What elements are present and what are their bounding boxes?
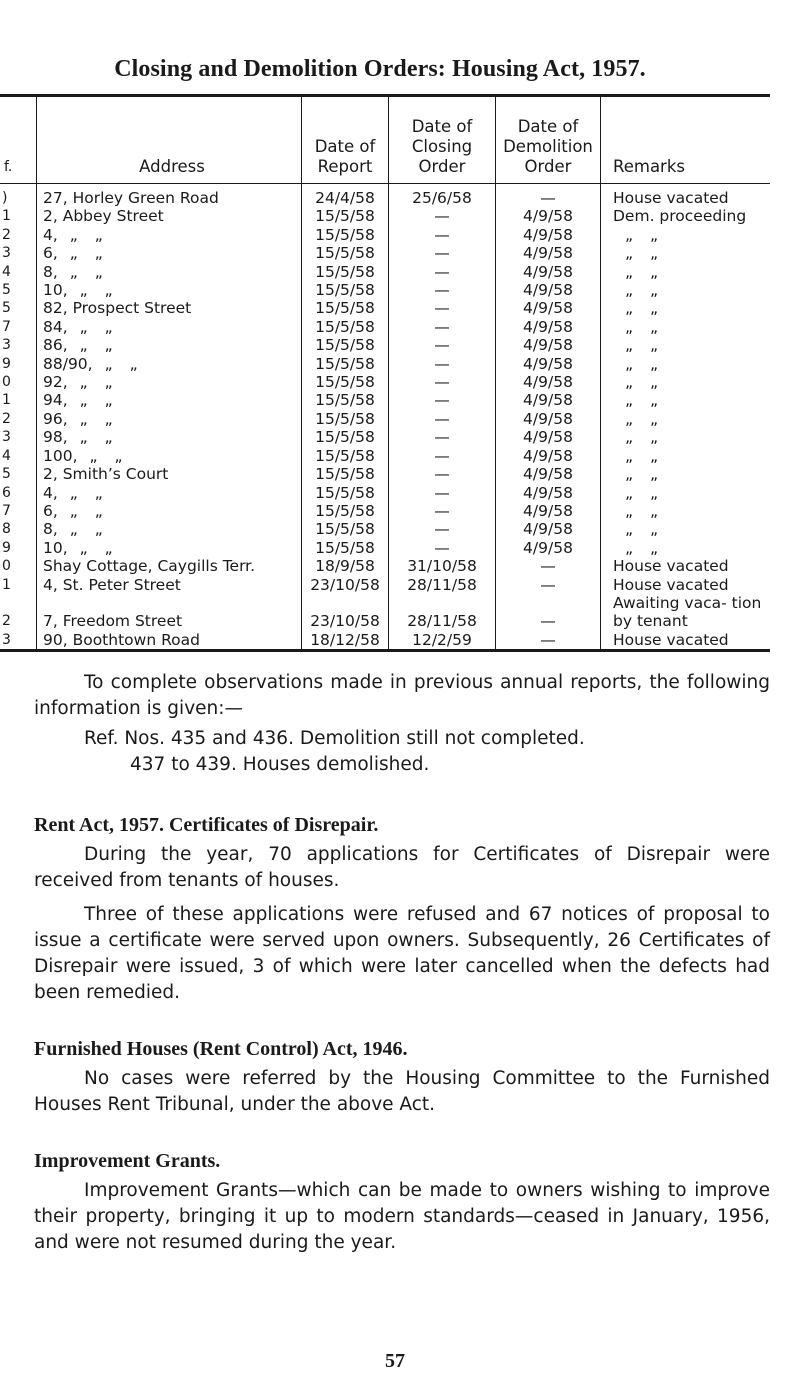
improvement-paragraph: Improvement Grants—which can be made to owners wishing to improve their property, bringing it up to modern standards—ceased in January, 1956, and were not resumed during the year. <box>34 1180 770 1253</box>
remarks-text: House vacated <box>613 575 729 594</box>
row-address <box>37 576 302 594</box>
improvement-heading: Improvement Grants. <box>34 1150 221 1172</box>
table-row <box>0 244 770 262</box>
row-address <box>37 631 302 649</box>
row-ref: 9 <box>2 539 11 556</box>
row-closing-date: 12/2/59 <box>389 631 496 649</box>
row-address <box>37 355 302 373</box>
row-remarks <box>601 465 771 483</box>
table-row <box>0 207 770 225</box>
row-closing-date: — <box>389 244 496 262</box>
remarks-text: „ „ <box>625 409 664 428</box>
ditto-mark: „ „ <box>104 354 144 373</box>
table-row <box>0 428 770 446</box>
address-text: 8, <box>43 520 58 539</box>
remarks-text: House vacated <box>613 189 729 207</box>
row-closing-date: — <box>389 336 496 354</box>
table-row <box>0 299 770 317</box>
row-remarks <box>601 539 771 557</box>
ditto-mark: „ „ <box>79 336 119 355</box>
row-closing-date: — <box>389 355 496 373</box>
row-ref: 3 <box>2 245 11 262</box>
ditto-mark: „ „ <box>79 281 119 300</box>
remarks-text: „ „ <box>625 373 664 392</box>
row-ref: 0 <box>2 558 11 575</box>
row-report-date: 18/9/58 <box>302 557 389 575</box>
table-row <box>0 373 770 391</box>
row-report-date: 15/5/58 <box>302 373 389 391</box>
remarks-text: „ „ <box>625 483 664 502</box>
table-row <box>0 631 770 649</box>
row-remarks <box>601 184 771 208</box>
row-remarks <box>601 226 771 244</box>
table-row <box>0 318 770 336</box>
page-title: Closing and Demolition Orders: Housing Act, 1957. <box>114 56 646 82</box>
remarks-text: „ „ <box>625 446 664 465</box>
row-remarks <box>601 355 771 373</box>
row-closing-date: — <box>389 484 496 502</box>
remarks-text: „ „ <box>625 391 664 410</box>
row-demolition-date: 4/9/58 <box>496 465 601 483</box>
row-demolition-date: — <box>496 184 601 208</box>
row-demolition-date: 4/9/58 <box>496 484 601 502</box>
address-text: 92, <box>43 373 68 392</box>
row-address <box>37 502 302 520</box>
header-report-date: Date of Report <box>302 97 389 184</box>
row-remarks <box>601 244 771 262</box>
address-text: 96, <box>43 409 68 428</box>
table-row <box>0 557 770 575</box>
row-report-date: 15/5/58 <box>302 502 389 520</box>
remarks-text: „ „ <box>625 501 664 520</box>
row-closing-date: — <box>389 502 496 520</box>
ditto-mark: „ „ <box>89 446 129 465</box>
table-body <box>0 184 770 650</box>
table-row <box>0 447 770 465</box>
address-text: 4, <box>43 483 58 502</box>
row-report-date: 15/5/58 <box>302 263 389 281</box>
row-ref: 2 <box>2 226 11 243</box>
header-remarks: Remarks <box>601 97 771 184</box>
row-remarks <box>601 447 771 465</box>
table-row <box>0 410 770 428</box>
row-address <box>37 263 302 281</box>
row-demolition-date: — <box>496 576 601 594</box>
row-remarks <box>601 631 771 649</box>
ditto-mark: „ „ <box>69 501 109 520</box>
row-report-date: 23/10/58 <box>302 594 389 631</box>
remarks-text: „ „ <box>625 281 664 300</box>
row-remarks <box>601 576 771 594</box>
row-report-date: 24/4/58 <box>302 184 389 208</box>
row-report-date: 15/5/58 <box>302 465 389 483</box>
rent-act-paragraph-1: During the year, 70 applications for Certificates of Disrepair were received from tenants of houses. <box>34 844 770 891</box>
row-ref: 8 <box>2 521 11 538</box>
row-address <box>37 207 302 225</box>
table-row <box>0 336 770 354</box>
address-text: 90, Boothtown Road <box>43 630 200 649</box>
row-ref: 1 <box>2 576 11 593</box>
row-remarks <box>601 318 771 336</box>
row-remarks <box>601 502 771 520</box>
remarks-text: House vacated <box>613 557 729 576</box>
address-text: 10, <box>43 538 68 557</box>
row-address <box>37 336 302 354</box>
remarks-text: Awaiting vaca- tion by tenant <box>613 593 762 631</box>
row-address <box>37 244 302 262</box>
address-text: 10, <box>43 281 68 300</box>
row-remarks <box>601 557 771 575</box>
row-report-date: 15/5/58 <box>302 391 389 409</box>
row-report-date: 15/5/58 <box>302 318 389 336</box>
rent-act-heading: Rent Act, 1957. Certificates of Disrepair. <box>34 814 379 836</box>
row-demolition-date: — <box>496 631 601 649</box>
observations-intro: To complete observations made in previous annual reports, the following information is given:— <box>34 672 770 719</box>
row-remarks <box>601 336 771 354</box>
row-report-date: 15/5/58 <box>302 520 389 538</box>
row-remarks <box>601 263 771 281</box>
orders-table <box>0 94 770 652</box>
row-address <box>37 594 302 631</box>
row-remarks <box>601 207 771 225</box>
page-number: 57 <box>385 1350 405 1372</box>
address-text: 7, Freedom Street <box>43 612 183 631</box>
remarks-text: „ „ <box>625 336 664 355</box>
row-ref: 9 <box>2 355 11 372</box>
row-ref: 3 <box>2 337 11 354</box>
remarks-text: Dem. proceeding <box>613 207 747 226</box>
row-ref: 7 <box>2 502 11 519</box>
row-report-date: 15/5/58 <box>302 244 389 262</box>
table-row <box>0 281 770 299</box>
row-closing-date: 25/6/58 <box>389 184 496 208</box>
ditto-mark: „ „ <box>69 262 109 281</box>
table-row <box>0 520 770 538</box>
row-ref: ) <box>2 190 8 206</box>
address-text: Shay Cottage, Caygills Terr. <box>43 557 256 576</box>
row-demolition-date: 4/9/58 <box>496 336 601 354</box>
header-closing-date: Date of Closing Order <box>389 97 496 184</box>
ditto-mark: „ „ <box>79 391 119 410</box>
row-demolition-date: 4/9/58 <box>496 391 601 409</box>
row-ref: 2 <box>2 410 11 427</box>
row-address <box>37 410 302 428</box>
table-row <box>0 576 770 594</box>
row-demolition-date: 4/9/58 <box>496 207 601 225</box>
row-address <box>37 465 302 483</box>
address-text: 27, Horley Green Road <box>43 189 219 207</box>
address-text: 2, Abbey Street <box>43 207 164 226</box>
table-row <box>0 539 770 557</box>
table-row <box>0 391 770 409</box>
observations-line-2: 437 to 439. Houses demolished. <box>130 754 430 775</box>
row-report-date: 15/5/58 <box>302 484 389 502</box>
header-ref: f. <box>0 97 37 184</box>
row-demolition-date: 4/9/58 <box>496 263 601 281</box>
row-closing-date: — <box>389 539 496 557</box>
row-remarks <box>601 299 771 317</box>
furnished-paragraph: No cases were referred by the Housing Committee to the Furnished Houses Rent Tribunal, under the above Act. <box>34 1068 770 1115</box>
row-remarks <box>601 281 771 299</box>
row-closing-date: — <box>389 465 496 483</box>
row-report-date: 15/5/58 <box>302 299 389 317</box>
ditto-mark: „ „ <box>69 483 109 502</box>
row-report-date: 15/5/58 <box>302 336 389 354</box>
remarks-text: „ „ <box>625 520 664 539</box>
row-remarks <box>601 391 771 409</box>
row-closing-date: — <box>389 263 496 281</box>
row-closing-date: 28/11/58 <box>389 576 496 594</box>
header-address: Address <box>37 97 302 184</box>
address-text: 8, <box>43 262 58 281</box>
address-text: 94, <box>43 391 68 410</box>
remarks-text: „ „ <box>625 428 664 447</box>
address-text: 4, St. Peter Street <box>43 575 181 594</box>
table-row <box>0 594 770 631</box>
row-address <box>37 484 302 502</box>
row-address <box>37 373 302 391</box>
row-remarks <box>601 520 771 538</box>
row-ref: 1 <box>2 392 11 409</box>
row-closing-date: — <box>389 410 496 428</box>
address-text: 82, Prospect Street <box>43 299 192 318</box>
remarks-text: „ „ <box>625 317 664 336</box>
row-closing-date: — <box>389 318 496 336</box>
address-text: 6, <box>43 244 58 263</box>
row-remarks <box>601 428 771 446</box>
text-block <box>0 670 800 1256</box>
observations-line-1: Ref. Nos. 435 and 436. Demolition still not completed. <box>84 728 585 749</box>
remarks-text: „ „ <box>625 538 664 557</box>
row-address <box>37 318 302 336</box>
row-remarks <box>601 594 771 631</box>
table-row <box>0 355 770 373</box>
row-closing-date: — <box>389 391 496 409</box>
ditto-mark: „ „ <box>79 538 119 557</box>
row-demolition-date: 4/9/58 <box>496 281 601 299</box>
row-demolition-date: 4/9/58 <box>496 520 601 538</box>
remarks-text: „ „ <box>625 262 664 281</box>
row-ref: 5 <box>2 466 11 483</box>
address-text: 6, <box>43 501 58 520</box>
table-row <box>0 263 770 281</box>
row-closing-date: — <box>389 428 496 446</box>
row-ref: 0 <box>2 374 11 391</box>
row-ref: 4 <box>2 263 11 280</box>
address-text: 98, <box>43 428 68 447</box>
row-demolition-date: — <box>496 557 601 575</box>
row-ref: 3 <box>2 429 11 446</box>
row-demolition-date: 4/9/58 <box>496 226 601 244</box>
row-closing-date: — <box>389 447 496 465</box>
row-remarks <box>601 373 771 391</box>
row-report-date: 23/10/58 <box>302 576 389 594</box>
table-row <box>0 226 770 244</box>
row-address <box>37 226 302 244</box>
rent-act-paragraph-2: Three of these applications were refused and 67 notices of proposal to issue a certificate were served upon owners. Subsequently, 26 Certificates of Disrepair were issued, 3 of which were later cancelled when the defects had been remedied. <box>34 904 770 1003</box>
ditto-mark: „ „ <box>69 520 109 539</box>
row-report-date: 15/5/58 <box>302 207 389 225</box>
row-address <box>37 428 302 446</box>
row-closing-date: — <box>389 207 496 225</box>
row-closing-date: — <box>389 226 496 244</box>
ditto-mark: „ „ <box>79 428 119 447</box>
row-address <box>37 391 302 409</box>
ditto-mark: „ „ <box>79 317 119 336</box>
row-ref: 7 <box>2 318 11 335</box>
row-closing-date: — <box>389 373 496 391</box>
row-address <box>37 447 302 465</box>
row-closing-date: — <box>389 299 496 317</box>
address-text: 84, <box>43 317 68 336</box>
remarks-text: „ „ <box>625 244 664 263</box>
furnished-heading: Furnished Houses (Rent Control) Act, 1946. <box>34 1038 408 1060</box>
row-demolition-date: 4/9/58 <box>496 318 601 336</box>
row-address <box>37 299 302 317</box>
row-remarks <box>601 410 771 428</box>
ditto-mark: „ „ <box>69 244 109 263</box>
row-report-date: 15/5/58 <box>302 539 389 557</box>
address-text: 2, Smith’s Court <box>43 465 169 484</box>
row-ref: 4 <box>2 447 11 464</box>
row-demolition-date: 4/9/58 <box>496 428 601 446</box>
row-report-date: 15/5/58 <box>302 355 389 373</box>
row-demolition-date: 4/9/58 <box>496 447 601 465</box>
table-row <box>0 465 770 483</box>
ditto-mark: „ „ <box>79 409 119 428</box>
row-address <box>37 557 302 575</box>
remarks-text: „ „ <box>625 354 664 373</box>
remarks-text: „ „ <box>625 299 664 318</box>
row-demolition-date: — <box>496 594 601 631</box>
row-demolition-date: 4/9/58 <box>496 410 601 428</box>
row-ref: 5 <box>2 300 11 317</box>
address-text: 88/90, <box>43 354 93 373</box>
table-row <box>0 184 770 208</box>
remarks-text: House vacated <box>613 630 729 649</box>
table-header-row <box>0 97 770 184</box>
row-ref: 1 <box>2 208 11 225</box>
row-report-date: 15/5/58 <box>302 410 389 428</box>
row-ref: 6 <box>2 484 11 501</box>
row-demolition-date: 4/9/58 <box>496 299 601 317</box>
row-closing-date: — <box>389 520 496 538</box>
row-closing-date: — <box>389 281 496 299</box>
row-remarks <box>601 484 771 502</box>
ditto-mark: „ „ <box>69 225 109 244</box>
row-report-date: 15/5/58 <box>302 428 389 446</box>
address-text: 100, <box>43 446 78 465</box>
remarks-text: „ „ <box>625 225 664 244</box>
row-ref: 5 <box>2 282 11 299</box>
table-row <box>0 484 770 502</box>
row-address <box>37 281 302 299</box>
row-address <box>37 520 302 538</box>
ditto-mark: „ „ <box>79 373 119 392</box>
row-report-date: 15/5/58 <box>302 226 389 244</box>
row-report-date: 15/5/58 <box>302 281 389 299</box>
row-ref: 2 <box>2 613 11 630</box>
address-text: 86, <box>43 336 68 355</box>
row-demolition-date: 4/9/58 <box>496 355 601 373</box>
row-closing-date: 31/10/58 <box>389 557 496 575</box>
row-demolition-date: 4/9/58 <box>496 539 601 557</box>
row-address <box>37 539 302 557</box>
remarks-text: „ „ <box>625 465 664 484</box>
row-demolition-date: 4/9/58 <box>496 373 601 391</box>
address-text: 4, <box>43 225 58 244</box>
table-row <box>0 502 770 520</box>
row-report-date: 18/12/58 <box>302 631 389 649</box>
row-report-date: 15/5/58 <box>302 447 389 465</box>
row-demolition-date: 4/9/58 <box>496 502 601 520</box>
header-demolition-date: Date of Demolition Order <box>496 97 601 184</box>
row-demolition-date: 4/9/58 <box>496 244 601 262</box>
row-closing-date: 28/11/58 <box>389 594 496 631</box>
row-address <box>37 184 302 208</box>
row-ref: 3 <box>2 631 11 648</box>
